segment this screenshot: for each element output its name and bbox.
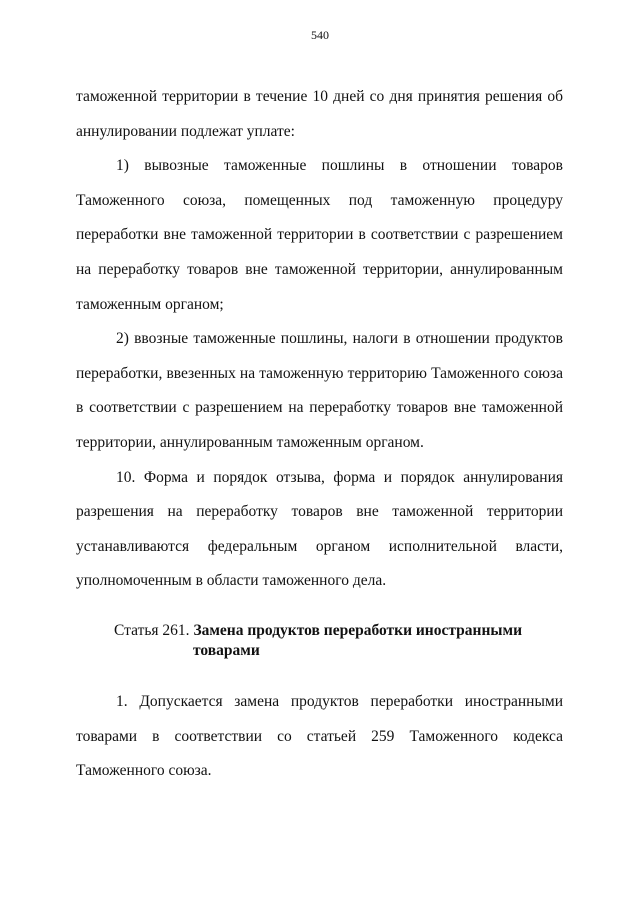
paragraph-item-2: 2) ввозные таможенные пошлины, налоги в отношении продуктов переработки, ввезенных на таможенную территорию Таможенного союза в соответствии с разрешением на переработку товаров вне таможенной территории, аннулированным таможенным органом. (76, 330, 563, 451)
article-heading (114, 621, 564, 661)
paragraph-item-1: 1) вывозные таможенные пошлины в отношении товаров Таможенного союза, помещенных под таможенную процедуру переработки вне таможенной территории в соответствии с разрешением на переработку товаров вне таможенной территории, аннулированным таможенным органом; (76, 157, 563, 313)
page-number: 540 (311, 28, 329, 42)
article-body-continuation (76, 80, 563, 599)
article-261-body (76, 685, 563, 789)
paragraph-clause-1: 1. Допускается замена продуктов переработки иностранными товарами в соответствии со статьей 259 Таможенного кодекса Таможенного союза. (76, 693, 563, 780)
article-number: Статья 261. (114, 622, 190, 639)
paragraph-clause-10: 10. Форма и порядок отзыва, форма и порядок аннулирования разрешения на переработку товаров вне таможенной территории устанавливаются федеральным органом исполнительной власти, уполномоченным в области таможенного дела. (76, 468, 563, 590)
article-title-line-2: товарами (193, 642, 260, 659)
article-title-line-1: Замена продуктов переработки иностранными (193, 622, 522, 639)
paragraph-continuation: таможенной территории в течение 10 дней со дня принятия решения об аннулировании подлежат уплате: (76, 88, 563, 140)
